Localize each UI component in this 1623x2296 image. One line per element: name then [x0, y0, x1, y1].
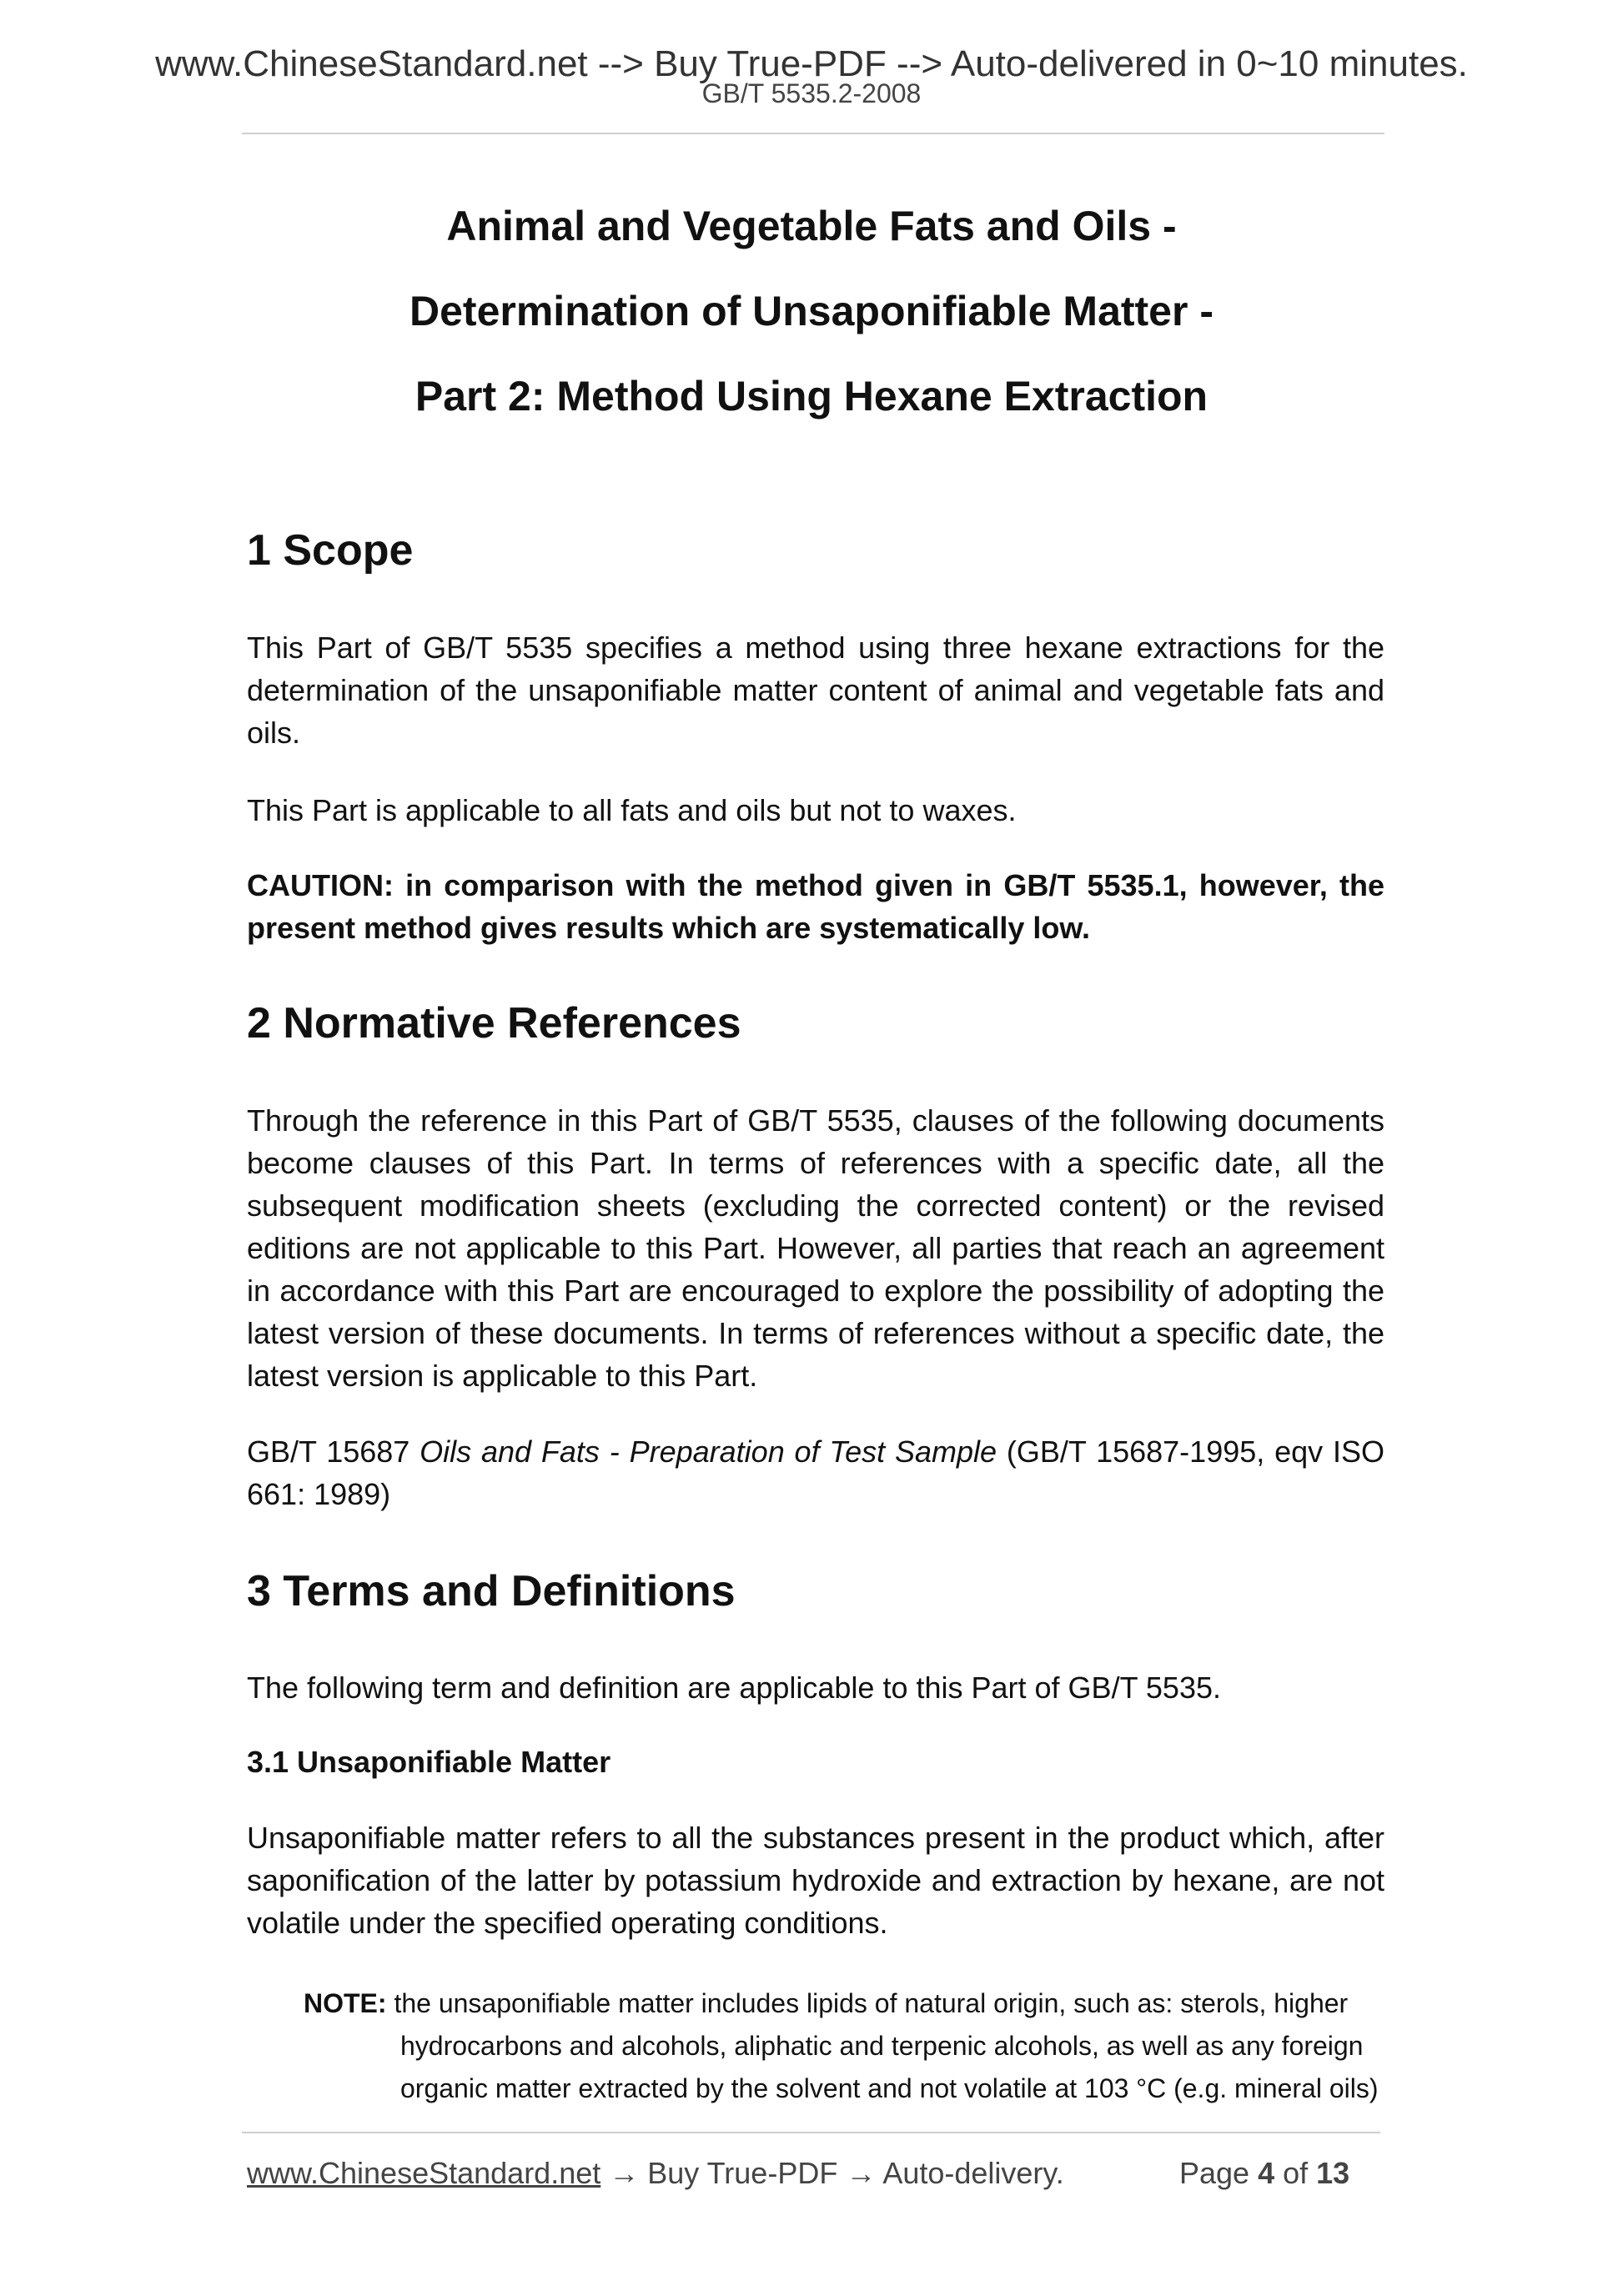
footer-divider: [242, 2132, 1380, 2133]
reference-title: Oils and Fats - Preparation of Test Sample: [420, 1434, 997, 1469]
note-line-2: hydrocarbons and alcohols, aliphatic and terpenic alcohols, as well as any foreign: [400, 2031, 1364, 2061]
normative-reference-entry: [247, 1430, 1384, 1515]
header-divider: [242, 133, 1384, 134]
note-line-3: organic matter extracted by the solvent and not volatile at 103 °C (e.g. mineral oils): [400, 2073, 1379, 2103]
note-line-1: the unsaponifiable matter includes lipids of natural origin, such as: sterols, higher: [386, 1988, 1349, 2018]
reference-details: (GB/T 15687-1995, eqv ISO 661: 1989): [247, 1434, 1385, 1511]
subsection-3-1-heading: 3.1 Unsaponifiable Matter: [247, 1745, 611, 1779]
scope-paragraph-1: This Part of GB/T 5535 specifies a method using three hexane extractions for the determination of the unsaponifiable matter content of animal and vegetable fats and oils.: [247, 631, 1384, 750]
document-title-line-3: Part 2: Method Using Hexane Extraction: [415, 373, 1208, 420]
note-block: [304, 1982, 1384, 2110]
page-indicator: [1179, 2156, 1349, 2191]
reference-code: GB/T 15687: [247, 1434, 420, 1469]
document-title-line-2: Determination of Unsaponifiable Matter -: [410, 288, 1213, 334]
definition-paragraph: Unsaponifiable matter refers to all the substances present in the product which, after saponification of the latter by potassium hydroxide and extraction by hexane, are not volatile under the specified operating conditions.: [247, 1821, 1384, 1940]
top-banner: www.ChineseStandard.net --> Buy True-PDF --> Auto-delivered in 0~10 minutes.: [155, 43, 1468, 84]
page-footer: [247, 2156, 1384, 2191]
note-label: NOTE:: [304, 1988, 387, 2018]
section-3-heading: 3 Terms and Definitions: [247, 1567, 736, 1615]
footer-tagline: → Buy True-PDF → Auto-delivery.: [600, 2156, 1064, 2190]
document-title-line-1: Animal and Vegetable Fats and Oils -: [446, 203, 1177, 249]
page-of-label: of: [1274, 2156, 1317, 2190]
scope-paragraph-2: This Part is applicable to all fats and oils but not to waxes.: [247, 793, 1017, 827]
section-1-heading: 1 Scope: [247, 526, 414, 575]
standard-code: GB/T 5535.2-2008: [701, 78, 922, 108]
footer-website-link[interactable]: www.ChineseStandard.net: [247, 2156, 601, 2190]
caution-paragraph: CAUTION: in comparison with the method given in GB/T 5535.1, however, the present method gives results which are systematically low.: [247, 868, 1384, 945]
normative-references-paragraph: Through the reference in this Part of GB/T 5535, clauses of the following documents become clauses of this Part. In terms of references with a specific date, all the subsequent modification sheets (excluding the corrected content) or the revised editions are not applicable to this Part. However, all parties that reach an agreement in accordance with this Part are encouraged to explore the possibility of adopting the latest version of these documents. In terms of references without a specific date, the latest version is applicable to this Part.: [247, 1103, 1384, 1393]
note-first-line: [304, 1982, 1384, 2025]
section-2-heading: 2 Normative References: [247, 999, 741, 1048]
page-total: 13: [1316, 2156, 1350, 2190]
terms-intro-paragraph: The following term and definition are applicable to this Part of GB/T 5535.: [247, 1671, 1221, 1705]
page-label: Page: [1179, 2156, 1259, 2190]
page-number: 4: [1258, 2156, 1275, 2190]
